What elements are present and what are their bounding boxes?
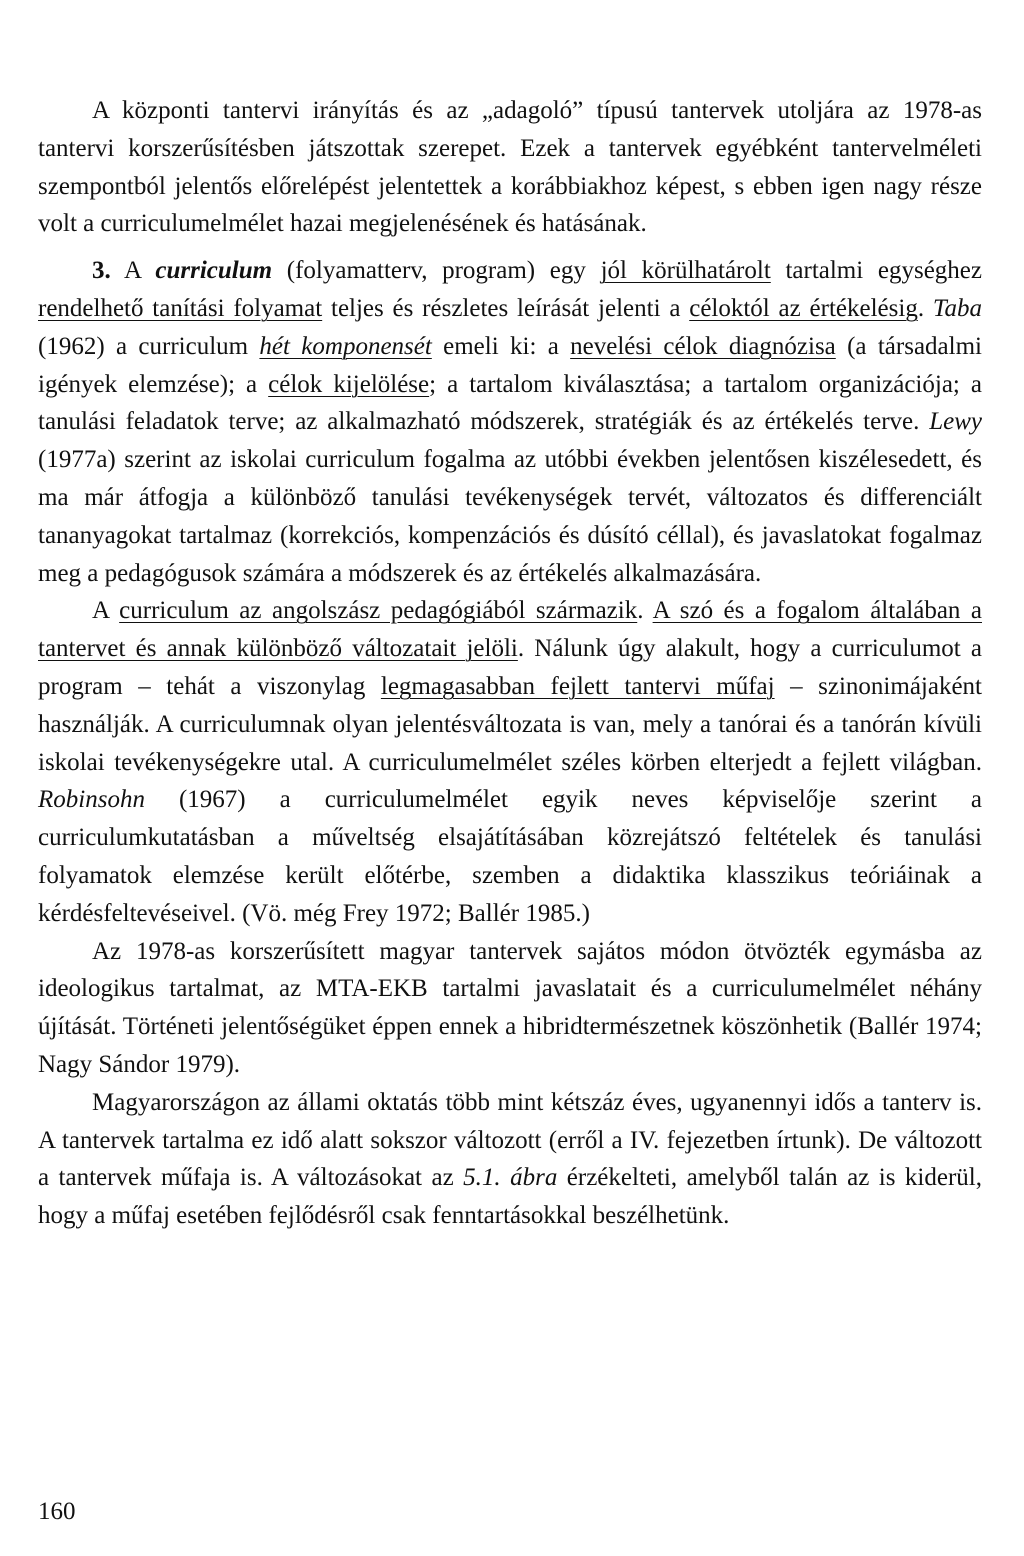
text-run: . <box>917 294 933 322</box>
text-run: (1962) a curriculum <box>38 332 260 360</box>
paragraph-1: A központi tantervi irányítás és az „adagoló” típusú tantervek utoljára az 1978-as tantervi korszerűsítésben játszottak szerepet. Ezek a tantervek egyébként tantervelméleti szempontból jelentős előrelépést jelentettek a korábbiakhoz képest, s ebben igen nagy része volt a curriculumelmélet hazai megjelenésének és hatásának. <box>38 97 982 238</box>
paragraph-state-education <box>38 1084 982 1235</box>
paragraph-1978-curricula: Az 1978-as korszerűsített magyar tantervek sajátos módon ötvözték egymásba az ideologikus tartalmat, az MTA-EKB tartalmi javaslatait és a curriculumelmélet néhány újítását. Történeti jelentőségüket éppen ennek a hibridtermészetnek köszönhetik (Ballér 1974; Nagy Sándor 1979). <box>38 937 982 1078</box>
text-run: teljes és részletes leírását jelenti a <box>322 294 690 322</box>
text-run: Magyarországon az állami oktatás több mint kétszáz éves, ugyanennyi idős a tanterv is. A tantervek tartalma ez idő alatt sokszor változott (erről a IV. fejezetben írtunk). De változott a tantervek műfaja is. A változásokat az <box>38 1088 982 1192</box>
text-run: (1967) a curriculumelmélet egyik neves képviselője szerint a curriculumkutatásban a műveltség elsajátításában közrejátszó feltételek és tanulási folyamatok elemzése került előtérbe, szemben a didaktika klasszikus teóriáinak a kérdésfeltevéseivel. (Vö. még Frey 1972; Ballér 1985.) <box>38 786 982 927</box>
author-name: Taba <box>932 294 982 322</box>
text-run: tartalmi egységhez <box>770 257 982 285</box>
handwritten-underline: legmagasabban fejlett tantervi műfaj <box>380 672 775 700</box>
handwritten-underline: nevelési célok diagnózisa <box>570 332 836 360</box>
text-run: . <box>637 597 653 625</box>
handwritten-underline: célok kijelölése <box>268 370 430 398</box>
text-run: – szinonimájaként használják. A curriculumnak olyan jelentésváltozata is van, mely a tanórai és a tanórán kívüli iskolai tevékenységekre utal. A curriculumelmélet széles körben elterjedt a fejlett világban. <box>38 672 982 776</box>
text-run: A <box>110 257 156 285</box>
figure-reference: 5.1. ábra <box>463 1164 558 1192</box>
page-body <box>38 92 982 1235</box>
handwritten-underline: curriculum az angolszász pedagógiából származik <box>119 597 638 625</box>
text-run: emeli ki: a <box>431 332 571 360</box>
text-run: ; a tartalom kiválasztása; a tartalom organizációja; a tanulási feladatok terve; az alkalmazható módszerek, stratégiák és az értékelés terve. <box>38 370 982 436</box>
handwritten-underline: A szó és a fogalom általában a tantervet és annak különböző változatait jelöli <box>38 597 982 663</box>
handwritten-underline: céloktól az értékelésig <box>689 294 918 322</box>
text-run: (1977a) szerint az iskolai curriculum fogalma az utóbbi években jelentősen kiszélesedett, és ma már átfogja a különböző tanulási tevékenységek tervét, változatos és differenciált tananyagokat tartalmaz (korrekciós, kompenzációs és dúsító céllal), és javaslatokat fogalmaz meg a pedagógusok számára a módszerek és az értékelés alkalmazására. <box>38 446 982 587</box>
text-run: A <box>92 597 120 625</box>
handwritten-underline: rendelhető tanítási folyamat <box>38 294 323 322</box>
paragraph-curriculum-origin <box>38 592 982 932</box>
handwritten-underline: jól körülhatárolt <box>600 257 771 285</box>
text-run: (folyamatterv, program) egy <box>272 257 601 285</box>
text-run: (a társadalmi igények elemzése); a <box>38 332 982 398</box>
text-run: . Nálunk úgy alakult, hogy a curriculumot a program – tehát a viszonylag <box>38 635 982 700</box>
key-term: curriculum <box>155 257 273 285</box>
author-name: Robinsohn <box>38 786 145 814</box>
paragraph-curriculum-definition <box>38 252 982 592</box>
section-number: 3. <box>92 257 111 285</box>
text-run: érzékelteti, amelyből talán az is kiderül, hogy a műfaj esetében fejlődésről csak fenntartásokkal beszélhetünk. <box>38 1164 982 1230</box>
handwritten-underline: hét komponensét <box>259 332 432 360</box>
page-number: 160 <box>38 1498 76 1525</box>
author-name: Lewy <box>929 408 982 436</box>
